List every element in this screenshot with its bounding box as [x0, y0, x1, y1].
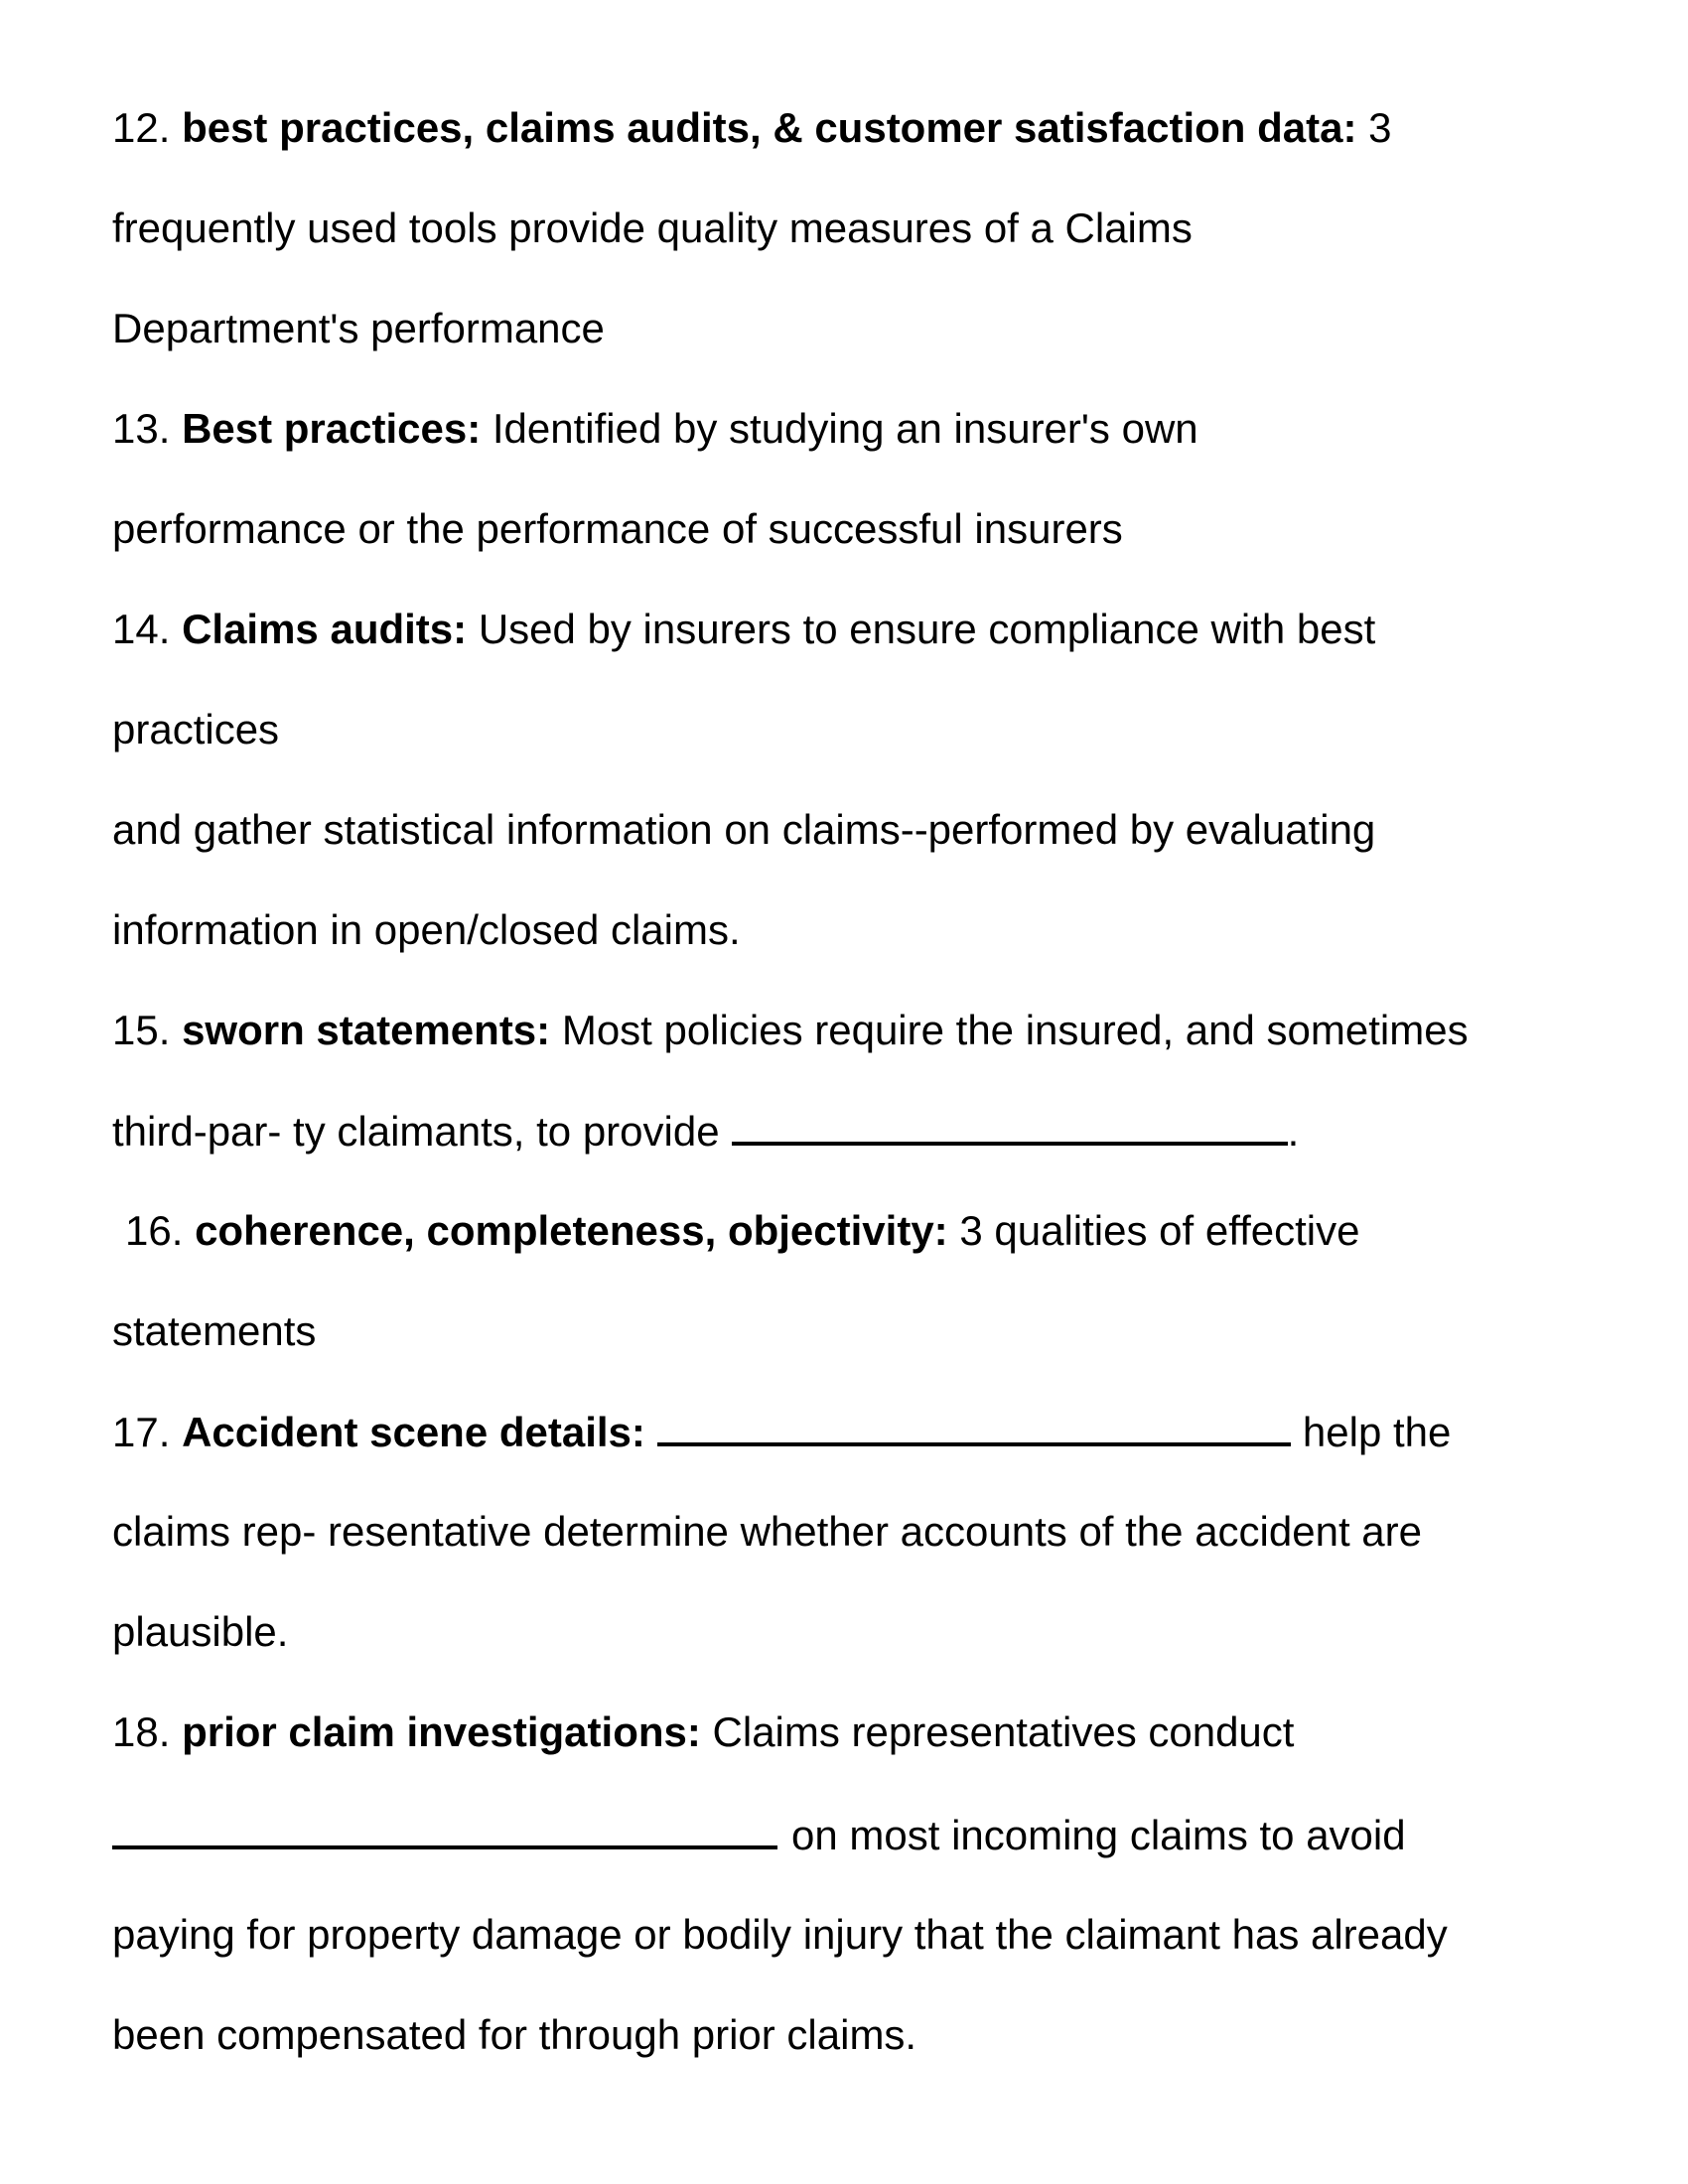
fill-in-blank	[657, 1407, 1291, 1446]
item-definition-end: .	[1287, 1108, 1300, 1155]
item-16-line-2: statements	[112, 1307, 317, 1354]
item-18-line-2	[112, 1810, 1602, 1860]
item-definition: third-par- ty claimants, to provide	[112, 1108, 720, 1155]
item-term: best practices, claims audits, & customer satisfaction data:	[182, 104, 1357, 151]
item-17-line-2: claims rep- resentative determine whether accounts of the accident are	[112, 1508, 1423, 1555]
item-16-line-1	[125, 1206, 1615, 1256]
item-18-line-4: been compensated for through prior claims.	[112, 2011, 917, 2058]
item-number: 12.	[112, 104, 171, 151]
fill-in-blank	[732, 1106, 1288, 1146]
item-17-line-3: plausible.	[112, 1608, 289, 1655]
item-14-line-4: information in open/closed claims.	[112, 906, 741, 953]
item-definition: Identified by studying an insurer's own	[492, 405, 1198, 452]
item-number: 16.	[125, 1207, 184, 1254]
item-term: Accident scene details:	[182, 1409, 645, 1455]
item-12-line-2: frequently used tools provide quality measures of a Claims	[112, 205, 1193, 251]
item-term: sworn statements:	[182, 1007, 551, 1053]
item-14-line-2: practices	[112, 706, 280, 752]
item-definition: Claims representatives conduct	[712, 1708, 1295, 1755]
item-definition: Used by insurers to ensure compliance with best	[478, 606, 1376, 652]
item-number: 17.	[112, 1409, 171, 1455]
item-definition: 3	[1368, 104, 1392, 151]
item-number: 15.	[112, 1007, 171, 1053]
item-12-line-1	[112, 103, 1602, 153]
item-term: prior claim investigations:	[182, 1708, 701, 1755]
item-14-line-3: and gather statistical information on claims--performed by evaluating	[112, 806, 1376, 853]
item-12-line-3: Department's performance	[112, 305, 605, 351]
item-17-line-1	[112, 1407, 1602, 1457]
fill-in-blank	[112, 1810, 777, 1849]
item-number: 18.	[112, 1708, 171, 1755]
item-definition: on most incoming claims to avoid	[791, 1812, 1406, 1858]
item-term: Best practices:	[182, 405, 482, 452]
item-18-line-1	[112, 1707, 1602, 1757]
item-term: Claims audits:	[182, 606, 468, 652]
item-term: coherence, completeness, objectivity:	[195, 1207, 948, 1254]
item-definition: 3 qualities of effective	[959, 1207, 1360, 1254]
item-15-line-1	[112, 1006, 1602, 1055]
item-definition: help the	[1302, 1409, 1452, 1455]
item-14-line-1	[112, 605, 1602, 654]
item-13-line-1	[112, 404, 1602, 454]
item-definition: Most policies require the insured, and sometimes	[561, 1007, 1469, 1053]
item-13-line-2: performance or the performance of successful insurers	[112, 505, 1123, 552]
item-15-line-2	[112, 1106, 1602, 1157]
item-18-line-3: paying for property damage or bodily injury that the claimant has already	[112, 1911, 1448, 1958]
item-number: 14.	[112, 606, 171, 652]
item-number: 13.	[112, 405, 171, 452]
